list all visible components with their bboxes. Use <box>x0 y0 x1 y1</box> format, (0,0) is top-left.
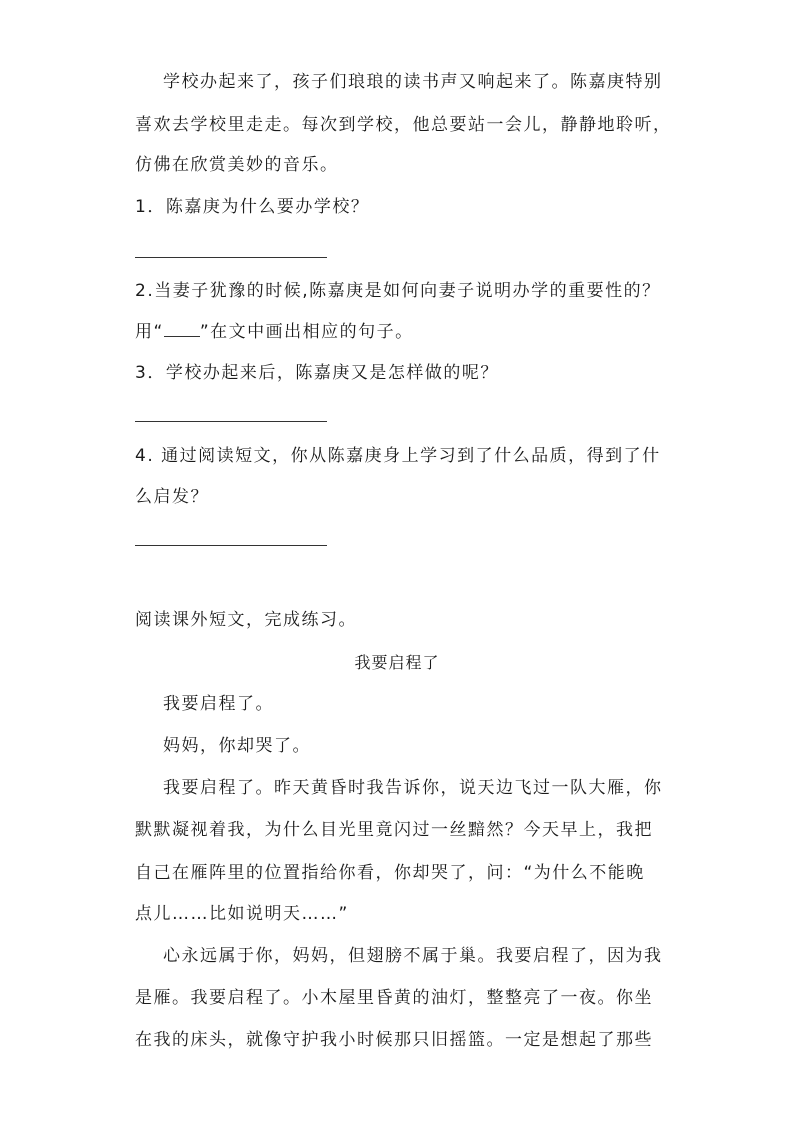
question-4-line-1: 4. 通过阅读短文，你从陈嘉庚身上学习到了什么品质，得到了什 <box>135 446 661 466</box>
answer-line-4[interactable] <box>135 545 327 546</box>
section2-p3-line-1: 我要启程了。昨天黄昏时我告诉你，说天边飞过一队大雁，你 <box>163 778 663 798</box>
section2-paragraph-1: 我要启程了。 <box>163 694 274 714</box>
question-3: 3．学校办起来后，陈嘉庚又是怎样做的呢？ <box>135 363 499 383</box>
section2-p3-line-3: 自己在雁阵里的位置指给你看，你却哭了，问：“为什么不能晚 <box>135 863 645 883</box>
section2-paragraph-2: 妈妈，你却哭了。 <box>163 736 311 756</box>
section2-p4-line-1: 心永远属于你，妈妈，但翅膀不属于巢。我要启程了，因为我 <box>163 946 663 966</box>
question-1: 1．陈嘉庚为什么要办学校？ <box>135 197 370 217</box>
question-4-line-2: 么启发？ <box>135 487 209 507</box>
passage1-line-3: 仿佛在欣赏美妙的音乐。 <box>135 155 339 175</box>
section2-p3-line-2: 默默凝视着我，为什么目光里竟闪过一丝黯然？今天早上，我把 <box>135 820 653 840</box>
question-2-prefix: 用“ <box>135 322 164 342</box>
answer-line-1[interactable] <box>135 257 327 258</box>
section2-title: 我要启程了 <box>354 653 440 672</box>
question-2-blank[interactable] <box>164 322 200 337</box>
question-2-suffix: ”在文中画出相应的句子。 <box>199 322 414 342</box>
passage1-line-1: 学校办起来了，孩子们琅琅的读书声又响起来了。陈嘉庚特别 <box>163 72 663 92</box>
section2-p4-line-3: 在我的床头，就像守护我小时候那只旧摇篮。一定是想起了那些 <box>135 1030 653 1050</box>
passage1-line-2: 喜欢去学校里走走。每次到学校，他总要站一会儿，静静地聆听， <box>135 115 672 135</box>
question-2-line-1: 2.当妻子犹豫的时候,陈嘉庚是如何向妻子说明办学的重要性的？ <box>135 281 661 301</box>
section2-instruction: 阅读课外短文，完成练习。 <box>135 610 357 630</box>
question-2-line-2 <box>135 320 665 344</box>
section2-p3-line-4: 点儿……比如说明天……” <box>135 904 349 924</box>
answer-line-3[interactable] <box>135 421 327 422</box>
section2-p4-line-2: 是雁。我要启程了。小木屋里昏黄的油灯，整整亮了一夜。你坐 <box>135 988 653 1008</box>
